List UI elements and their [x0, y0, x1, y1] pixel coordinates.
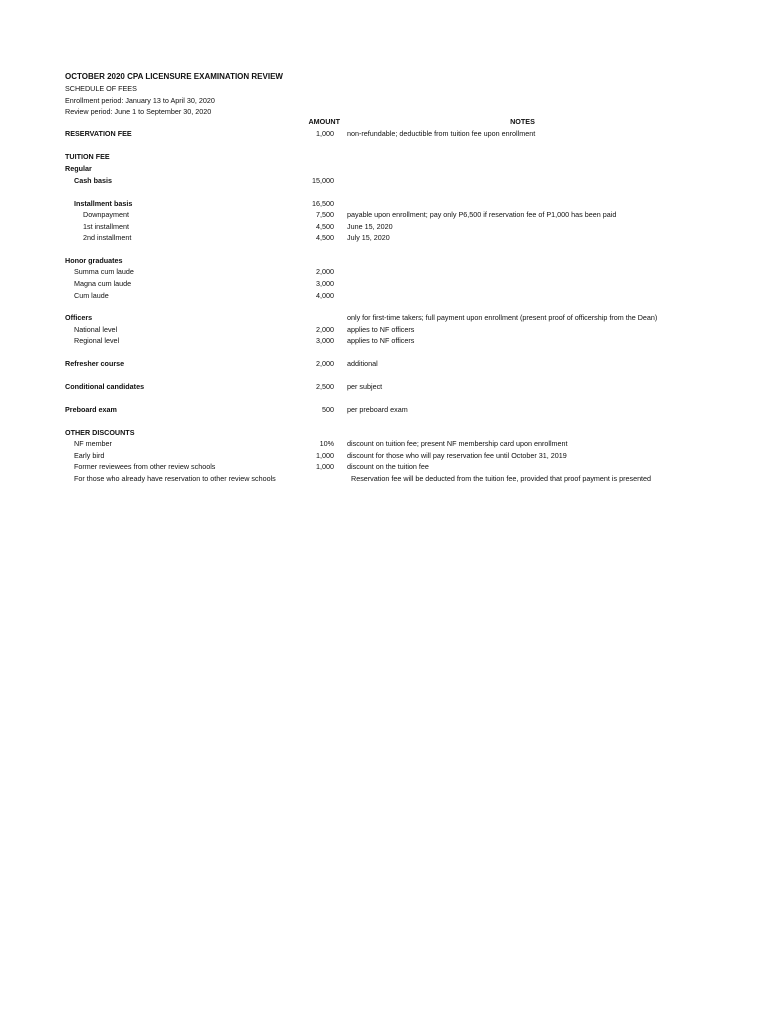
- reservation-fee-row: [0, 128, 768, 140]
- section-heading: TUITION FEE: [65, 152, 110, 161]
- row-amount: 1,000: [316, 462, 334, 471]
- row-label: Regional level: [74, 336, 120, 345]
- former-reviewees-row: [0, 461, 768, 473]
- row-note: July 15, 2020: [347, 233, 390, 242]
- row-label: Officers: [65, 313, 93, 322]
- section-heading: Honor graduates: [65, 256, 123, 265]
- section-heading: OTHER DISCOUNTS: [65, 428, 135, 437]
- row-amount: 2,000: [316, 359, 334, 368]
- row-amount: 4,500: [316, 233, 334, 242]
- row-label: Refresher course: [65, 359, 125, 368]
- refresher-course-row: [0, 358, 768, 370]
- row-note: payable upon enrollment; pay only P6,500 if reservation fee of P1,000 has been paid: [347, 210, 617, 219]
- column-header-row: [0, 116, 768, 128]
- row-amount: 2,000: [316, 325, 334, 334]
- row-amount: 4,500: [316, 222, 334, 231]
- row-note: only for first-time takers; full payment upon enrollment (present proof of officership from the Dean): [347, 313, 658, 322]
- cum-laude-row: [0, 290, 768, 302]
- row-amount: 15,000: [312, 176, 334, 185]
- row-label: Cum laude: [74, 291, 109, 300]
- cash-basis-row: [0, 175, 768, 187]
- nf-member-row: [0, 438, 768, 450]
- row-amount: 16,500: [312, 199, 334, 208]
- row-note: discount on the tuition fee: [347, 462, 429, 471]
- summa-cum-laude-row: [0, 266, 768, 278]
- magna-cum-laude-row: [0, 278, 768, 290]
- row-label: For those who already have reservation to other review schools: [74, 474, 276, 483]
- row-amount: 3,000: [316, 279, 334, 288]
- row-note: applies to NF officers: [347, 336, 415, 345]
- row-label: Cash basis: [74, 176, 112, 185]
- row-note: discount on tuition fee; present NF membership card upon enrollment: [347, 439, 568, 448]
- officers-row: [0, 312, 768, 324]
- installment-basis-row: [0, 198, 768, 210]
- row-amount: 3,000: [316, 336, 334, 345]
- row-label: 2nd installment: [83, 233, 132, 242]
- row-label: Early bird: [74, 451, 105, 460]
- row-note: discount for those who will pay reservation fee until October 31, 2019: [347, 451, 567, 460]
- row-label: Conditional candidates: [65, 382, 145, 391]
- review-period: Review period: June 1 to September 30, 2020: [65, 107, 212, 116]
- row-amount: 4,000: [316, 291, 334, 300]
- row-label: National level: [74, 325, 118, 334]
- document-subtitle: SCHEDULE OF FEES: [65, 84, 137, 93]
- row-label: RESERVATION FEE: [65, 129, 132, 138]
- row-note: June 15, 2020: [347, 222, 393, 231]
- downpayment-row: [0, 209, 768, 221]
- row-note: Reservation fee will be deducted from the tuition fee, provided that proof payment is presented: [351, 474, 652, 483]
- amount-column-header: AMOUNT: [308, 117, 340, 126]
- preboard-exam-row: [0, 404, 768, 416]
- row-amount: 10%: [319, 439, 334, 448]
- national-level-row: [0, 324, 768, 336]
- row-label: Installment basis: [74, 199, 133, 208]
- row-amount: 1,000: [316, 129, 334, 138]
- row-label: Summa cum laude: [74, 267, 134, 276]
- row-label: Former reviewees from other review schools: [74, 462, 216, 471]
- early-bird-row: [0, 450, 768, 462]
- section-heading: Regular: [65, 164, 92, 173]
- document-title: OCTOBER 2020 CPA LICENSURE EXAMINATION REVIEW: [65, 72, 283, 81]
- row-label: Downpayment: [83, 210, 129, 219]
- honor-graduates-heading: [0, 255, 768, 267]
- other-discounts-heading: [0, 427, 768, 439]
- row-label: Magna cum laude: [74, 279, 132, 288]
- regular-heading: [0, 163, 768, 175]
- row-note: per subject: [347, 382, 383, 391]
- first-installment-row: [0, 221, 768, 233]
- row-amount: 2,000: [316, 267, 334, 276]
- row-note: per preboard exam: [347, 405, 408, 414]
- row-amount: 1,000: [316, 451, 334, 460]
- conditional-candidates-row: [0, 381, 768, 393]
- row-amount: 7,500: [316, 210, 334, 219]
- regional-level-row: [0, 335, 768, 347]
- row-label: 1st installment: [83, 222, 129, 231]
- tuition-fee-heading: [0, 151, 768, 163]
- row-amount: 500: [322, 405, 334, 414]
- row-note: additional: [347, 359, 378, 368]
- row-amount: 2,500: [316, 382, 334, 391]
- row-note: non-refundable; deductible from tuition fee upon enrollment: [347, 129, 536, 138]
- notes-column-header: NOTES: [510, 117, 535, 126]
- row-label: NF member: [74, 439, 112, 448]
- enrollment-period: Enrollment period: January 13 to April 30, 2020: [65, 96, 215, 105]
- second-installment-row: [0, 232, 768, 244]
- row-note: applies to NF officers: [347, 325, 415, 334]
- row-label: Preboard exam: [65, 405, 117, 414]
- reservation-other-schools-row: [0, 473, 768, 485]
